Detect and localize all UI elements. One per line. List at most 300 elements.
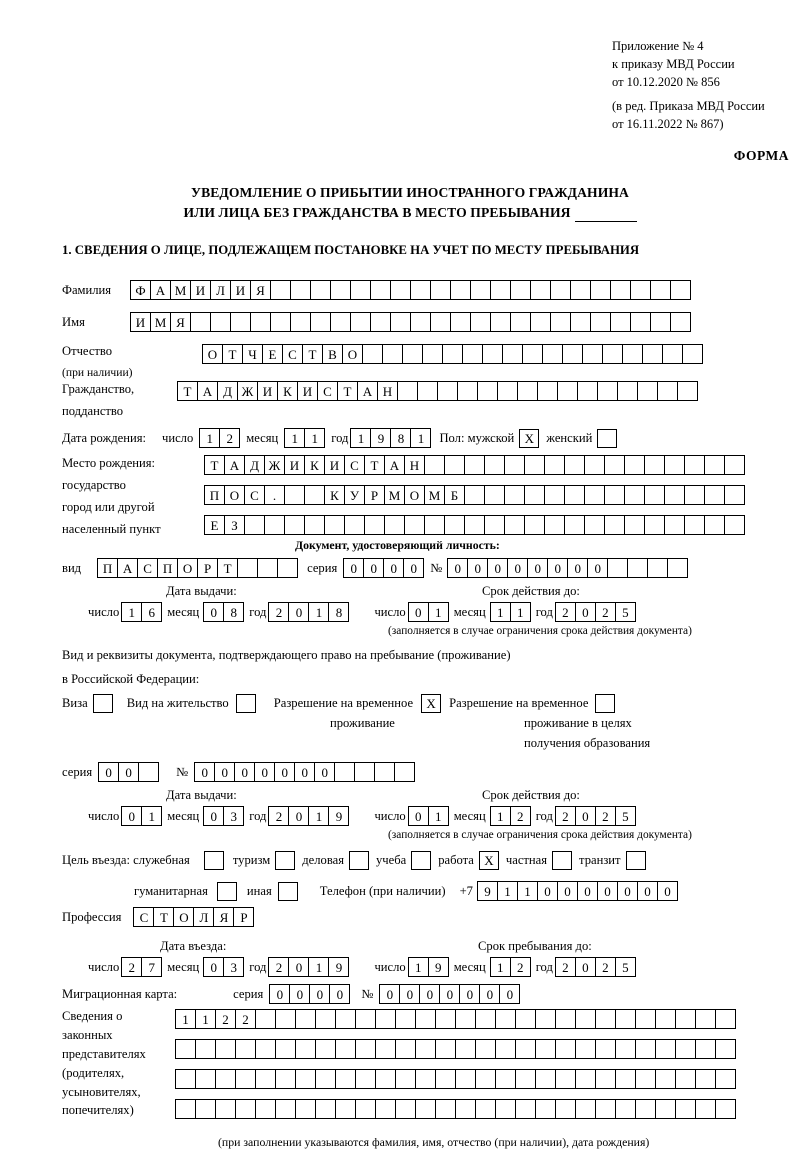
char-box[interactable]: М <box>170 280 191 300</box>
char-box[interactable] <box>215 1099 236 1119</box>
char-box[interactable]: 9 <box>428 957 449 977</box>
char-box[interactable]: . <box>264 485 285 505</box>
char-box[interactable]: 1 <box>350 428 371 448</box>
char-box[interactable] <box>495 1069 516 1089</box>
char-box[interactable]: 0 <box>314 762 335 782</box>
char-box[interactable]: 0 <box>567 558 588 578</box>
char-box[interactable] <box>637 381 658 401</box>
char-box[interactable]: 0 <box>269 984 290 1004</box>
char-box[interactable] <box>704 455 725 475</box>
char-box[interactable] <box>655 1099 676 1119</box>
char-box[interactable] <box>624 455 645 475</box>
char-box[interactable] <box>647 558 668 578</box>
char-box[interactable]: П <box>204 485 225 505</box>
char-box[interactable] <box>250 312 271 332</box>
char-box[interactable] <box>175 1099 196 1119</box>
char-box[interactable]: 1 <box>510 602 531 622</box>
char-box[interactable] <box>382 344 403 364</box>
char-box[interactable]: 0 <box>288 602 309 622</box>
char-box[interactable] <box>402 344 423 364</box>
char-box[interactable] <box>635 1069 656 1089</box>
char-box[interactable] <box>310 280 331 300</box>
char-box[interactable] <box>435 1099 456 1119</box>
sex-male-checkbox[interactable]: X <box>519 429 539 448</box>
char-box[interactable]: 0 <box>289 984 310 1004</box>
char-box[interactable] <box>390 280 411 300</box>
char-box[interactable]: 0 <box>234 762 255 782</box>
char-box[interactable]: 0 <box>467 558 488 578</box>
doc-valid-month-input[interactable] <box>490 602 530 622</box>
char-box[interactable]: С <box>137 558 158 578</box>
char-box[interactable] <box>482 344 503 364</box>
char-box[interactable]: 1 <box>408 957 429 977</box>
char-box[interactable] <box>522 344 543 364</box>
char-box[interactable] <box>175 1039 196 1059</box>
char-box[interactable] <box>704 485 725 505</box>
char-box[interactable]: 1 <box>308 806 329 826</box>
char-box[interactable] <box>235 1099 256 1119</box>
char-box[interactable]: Н <box>404 455 425 475</box>
char-box[interactable] <box>724 455 745 475</box>
char-box[interactable] <box>504 455 525 475</box>
char-box[interactable] <box>590 312 611 332</box>
char-box[interactable]: Д <box>244 455 265 475</box>
char-box[interactable] <box>650 312 671 332</box>
char-box[interactable]: Я <box>213 907 234 927</box>
char-box[interactable] <box>290 312 311 332</box>
char-box[interactable] <box>715 1039 736 1059</box>
char-box[interactable] <box>535 1069 556 1089</box>
char-box[interactable]: Я <box>250 280 271 300</box>
char-box[interactable] <box>584 485 605 505</box>
char-box[interactable] <box>495 1099 516 1119</box>
char-box[interactable]: 0 <box>214 762 235 782</box>
char-box[interactable] <box>524 485 545 505</box>
char-box[interactable] <box>374 762 395 782</box>
char-box[interactable]: Ф <box>130 280 151 300</box>
char-box[interactable]: 6 <box>141 602 162 622</box>
mcard-number-input[interactable] <box>379 984 519 1004</box>
char-box[interactable] <box>397 381 418 401</box>
char-box[interactable]: 0 <box>597 881 618 901</box>
entry-day-input[interactable] <box>121 957 161 977</box>
char-box[interactable]: 0 <box>487 558 508 578</box>
char-box[interactable] <box>410 280 431 300</box>
char-box[interactable] <box>597 381 618 401</box>
char-box[interactable]: Б <box>444 485 465 505</box>
char-box[interactable]: С <box>282 344 303 364</box>
char-box[interactable] <box>650 280 671 300</box>
char-box[interactable] <box>684 485 705 505</box>
stay-issue-day-input[interactable] <box>121 806 161 826</box>
birth-year-input[interactable] <box>350 428 430 448</box>
char-box[interactable] <box>295 1009 316 1029</box>
char-box[interactable]: 1 <box>304 428 325 448</box>
citizenship-input[interactable] <box>177 381 697 401</box>
char-box[interactable] <box>395 1099 416 1119</box>
char-box[interactable] <box>524 455 545 475</box>
char-box[interactable] <box>497 381 518 401</box>
char-box[interactable] <box>334 762 355 782</box>
char-box[interactable] <box>424 455 445 475</box>
char-box[interactable] <box>615 1099 636 1119</box>
stay-valid-day-input[interactable] <box>408 806 448 826</box>
char-box[interactable] <box>264 515 285 535</box>
birthplace-state-input[interactable] <box>204 455 744 475</box>
char-box[interactable] <box>595 1099 616 1119</box>
char-box[interactable]: 0 <box>194 762 215 782</box>
char-box[interactable] <box>350 312 371 332</box>
char-box[interactable]: 0 <box>575 957 596 977</box>
char-box[interactable] <box>484 455 505 475</box>
char-box[interactable] <box>415 1009 436 1029</box>
char-box[interactable] <box>290 280 311 300</box>
char-box[interactable] <box>644 485 665 505</box>
char-box[interactable] <box>664 515 685 535</box>
stay-valid-year-input[interactable] <box>555 806 635 826</box>
doc-issue-month-input[interactable] <box>203 602 243 622</box>
char-box[interactable] <box>655 1009 676 1029</box>
char-box[interactable] <box>417 381 438 401</box>
char-box[interactable] <box>355 1069 376 1089</box>
char-box[interactable]: И <box>230 280 251 300</box>
char-box[interactable] <box>475 1069 496 1089</box>
char-box[interactable] <box>315 1099 336 1119</box>
char-box[interactable] <box>544 455 565 475</box>
legal-reps-input-4[interactable] <box>175 1099 735 1119</box>
char-box[interactable] <box>415 1069 436 1089</box>
purpose-study-checkbox[interactable] <box>411 851 431 870</box>
char-box[interactable] <box>277 558 298 578</box>
char-box[interactable]: К <box>277 381 298 401</box>
char-box[interactable] <box>657 381 678 401</box>
char-box[interactable]: В <box>322 344 343 364</box>
char-box[interactable] <box>375 1069 396 1089</box>
char-box[interactable] <box>570 280 591 300</box>
char-box[interactable] <box>210 312 231 332</box>
char-box[interactable] <box>557 381 578 401</box>
char-box[interactable] <box>370 312 391 332</box>
char-box[interactable] <box>295 1039 316 1059</box>
char-box[interactable] <box>237 558 258 578</box>
char-box[interactable] <box>535 1009 556 1029</box>
birth-month-input[interactable] <box>284 428 324 448</box>
char-box[interactable]: 0 <box>507 558 528 578</box>
char-box[interactable]: 2 <box>510 806 531 826</box>
char-box[interactable] <box>515 1039 536 1059</box>
doc-valid-year-input[interactable] <box>555 602 635 622</box>
char-box[interactable]: 0 <box>459 984 480 1004</box>
char-box[interactable]: 2 <box>215 1009 236 1029</box>
char-box[interactable] <box>604 455 625 475</box>
char-box[interactable] <box>670 312 691 332</box>
char-box[interactable] <box>535 1039 556 1059</box>
char-box[interactable]: 0 <box>587 558 608 578</box>
purpose-business-checkbox[interactable] <box>349 851 369 870</box>
char-box[interactable]: 8 <box>390 428 411 448</box>
char-box[interactable] <box>335 1099 356 1119</box>
char-box[interactable]: 0 <box>254 762 275 782</box>
char-box[interactable] <box>524 515 545 535</box>
char-box[interactable]: Р <box>197 558 218 578</box>
char-box[interactable] <box>590 280 611 300</box>
char-box[interactable]: Т <box>302 344 323 364</box>
char-box[interactable]: 8 <box>328 602 349 622</box>
char-box[interactable] <box>604 515 625 535</box>
char-box[interactable] <box>335 1009 356 1029</box>
char-box[interactable] <box>215 1039 236 1059</box>
char-box[interactable] <box>295 1099 316 1119</box>
char-box[interactable]: А <box>357 381 378 401</box>
char-box[interactable]: С <box>317 381 338 401</box>
char-box[interactable] <box>270 280 291 300</box>
char-box[interactable]: 2 <box>268 602 289 622</box>
char-box[interactable] <box>284 515 305 535</box>
char-box[interactable] <box>715 1069 736 1089</box>
stay-valid-month-input[interactable] <box>490 806 530 826</box>
char-box[interactable] <box>470 312 491 332</box>
temp-residence-checkbox[interactable]: X <box>421 694 441 713</box>
char-box[interactable] <box>362 344 383 364</box>
char-box[interactable]: 0 <box>383 558 404 578</box>
char-box[interactable]: 9 <box>328 806 349 826</box>
char-box[interactable] <box>464 485 485 505</box>
char-box[interactable] <box>304 515 325 535</box>
birthplace-city-input-1[interactable] <box>204 485 744 505</box>
residence-checkbox[interactable] <box>236 694 256 713</box>
char-box[interactable]: Р <box>364 485 385 505</box>
char-box[interactable] <box>235 1069 256 1089</box>
char-box[interactable] <box>335 1039 356 1059</box>
char-box[interactable]: 2 <box>555 957 576 977</box>
char-box[interactable] <box>324 515 345 535</box>
char-box[interactable] <box>502 344 523 364</box>
char-box[interactable]: 0 <box>379 984 400 1004</box>
char-box[interactable]: 2 <box>595 957 616 977</box>
char-box[interactable] <box>444 455 465 475</box>
doc-kind-input[interactable] <box>97 558 297 578</box>
char-box[interactable]: 2 <box>510 957 531 977</box>
char-box[interactable]: 0 <box>657 881 678 901</box>
char-box[interactable] <box>675 1099 696 1119</box>
char-box[interactable]: 0 <box>637 881 658 901</box>
char-box[interactable]: 1 <box>517 881 538 901</box>
stay-until-day-input[interactable] <box>408 957 448 977</box>
entry-month-input[interactable] <box>203 957 243 977</box>
char-box[interactable] <box>575 1069 596 1089</box>
char-box[interactable] <box>444 515 465 535</box>
char-box[interactable]: 5 <box>615 957 636 977</box>
mcard-series-input[interactable] <box>269 984 349 1004</box>
char-box[interactable]: 9 <box>328 957 349 977</box>
char-box[interactable] <box>515 1069 536 1089</box>
char-box[interactable]: П <box>157 558 178 578</box>
char-box[interactable] <box>190 312 211 332</box>
char-box[interactable]: Ж <box>264 455 285 475</box>
char-box[interactable]: К <box>304 455 325 475</box>
char-box[interactable] <box>564 515 585 535</box>
char-box[interactable]: 0 <box>288 806 309 826</box>
char-box[interactable] <box>562 344 583 364</box>
char-box[interactable] <box>662 344 683 364</box>
char-box[interactable] <box>684 515 705 535</box>
char-box[interactable] <box>370 280 391 300</box>
char-box[interactable] <box>602 344 623 364</box>
char-box[interactable] <box>655 1069 676 1089</box>
char-box[interactable] <box>664 455 685 475</box>
char-box[interactable] <box>455 1099 476 1119</box>
char-box[interactable]: 0 <box>403 558 424 578</box>
char-box[interactable]: И <box>324 455 345 475</box>
char-box[interactable]: 1 <box>490 806 511 826</box>
char-box[interactable] <box>495 1039 516 1059</box>
char-box[interactable]: 1 <box>308 957 329 977</box>
stay-until-month-input[interactable] <box>490 957 530 977</box>
birth-day-input[interactable] <box>199 428 239 448</box>
char-box[interactable]: 0 <box>408 602 429 622</box>
char-box[interactable] <box>644 455 665 475</box>
char-box[interactable] <box>275 1099 296 1119</box>
char-box[interactable]: Т <box>364 455 385 475</box>
char-box[interactable] <box>622 344 643 364</box>
char-box[interactable] <box>695 1099 716 1119</box>
char-box[interactable] <box>437 381 458 401</box>
char-box[interactable]: О <box>404 485 425 505</box>
char-box[interactable] <box>435 1039 456 1059</box>
char-box[interactable]: Т <box>153 907 174 927</box>
purpose-work-checkbox[interactable]: X <box>479 851 499 870</box>
entry-year-input[interactable] <box>268 957 348 977</box>
char-box[interactable]: О <box>202 344 223 364</box>
char-box[interactable]: Л <box>210 280 231 300</box>
char-box[interactable]: 2 <box>595 602 616 622</box>
char-box[interactable] <box>617 381 638 401</box>
char-box[interactable] <box>195 1099 216 1119</box>
char-box[interactable] <box>542 344 563 364</box>
char-box[interactable] <box>415 1099 436 1119</box>
char-box[interactable]: О <box>342 344 363 364</box>
char-box[interactable] <box>304 485 325 505</box>
char-box[interactable]: 1 <box>490 957 511 977</box>
char-box[interactable]: 0 <box>363 558 384 578</box>
doc-issue-day-input[interactable] <box>121 602 161 622</box>
char-box[interactable] <box>715 1099 736 1119</box>
visa-checkbox[interactable] <box>93 694 113 713</box>
char-box[interactable]: Е <box>204 515 225 535</box>
char-box[interactable] <box>390 312 411 332</box>
char-box[interactable] <box>610 280 631 300</box>
char-box[interactable] <box>575 1039 596 1059</box>
char-box[interactable] <box>577 381 598 401</box>
char-box[interactable]: 1 <box>410 428 431 448</box>
char-box[interactable]: О <box>224 485 245 505</box>
char-box[interactable]: С <box>133 907 154 927</box>
char-box[interactable] <box>455 1039 476 1059</box>
char-box[interactable] <box>475 1039 496 1059</box>
char-box[interactable]: 2 <box>235 1009 256 1029</box>
char-box[interactable] <box>715 1009 736 1029</box>
char-box[interactable]: Л <box>193 907 214 927</box>
char-box[interactable] <box>475 1009 496 1029</box>
char-box[interactable]: А <box>224 455 245 475</box>
char-box[interactable]: Н <box>377 381 398 401</box>
char-box[interactable]: А <box>384 455 405 475</box>
char-box[interactable] <box>410 312 431 332</box>
char-box[interactable] <box>175 1069 196 1089</box>
purpose-transit-checkbox[interactable] <box>626 851 646 870</box>
char-box[interactable] <box>517 381 538 401</box>
char-box[interactable]: 1 <box>195 1009 216 1029</box>
char-box[interactable]: А <box>150 280 171 300</box>
sex-female-checkbox[interactable] <box>597 429 617 448</box>
char-box[interactable] <box>455 1069 476 1089</box>
char-box[interactable] <box>450 280 471 300</box>
char-box[interactable]: Т <box>217 558 238 578</box>
char-box[interactable]: О <box>177 558 198 578</box>
char-box[interactable] <box>570 312 591 332</box>
char-box[interactable]: 0 <box>499 984 520 1004</box>
char-box[interactable]: 0 <box>118 762 139 782</box>
char-box[interactable]: С <box>344 455 365 475</box>
name-input[interactable] <box>130 312 690 332</box>
char-box[interactable] <box>355 1009 376 1029</box>
char-box[interactable] <box>244 515 265 535</box>
doc-number-input[interactable] <box>447 558 687 578</box>
char-box[interactable] <box>462 344 483 364</box>
char-box[interactable]: Д <box>217 381 238 401</box>
char-box[interactable]: 0 <box>617 881 638 901</box>
char-box[interactable]: Т <box>204 455 225 475</box>
char-box[interactable] <box>530 312 551 332</box>
purpose-tourism-checkbox[interactable] <box>275 851 295 870</box>
char-box[interactable] <box>595 1009 616 1029</box>
char-box[interactable]: Я <box>170 312 191 332</box>
char-box[interactable] <box>510 312 531 332</box>
char-box[interactable] <box>624 515 645 535</box>
char-box[interactable] <box>395 1039 416 1059</box>
char-box[interactable]: 5 <box>615 806 636 826</box>
char-box[interactable] <box>424 515 445 535</box>
char-box[interactable] <box>564 485 585 505</box>
char-box[interactable] <box>395 1009 416 1029</box>
stay-issue-year-input[interactable] <box>268 806 348 826</box>
char-box[interactable]: 0 <box>274 762 295 782</box>
char-box[interactable]: 1 <box>428 602 449 622</box>
char-box[interactable] <box>354 762 375 782</box>
stay-issue-month-input[interactable] <box>203 806 243 826</box>
char-box[interactable] <box>255 1039 276 1059</box>
char-box[interactable] <box>295 1069 316 1089</box>
char-box[interactable] <box>555 1069 576 1089</box>
char-box[interactable]: Е <box>262 344 283 364</box>
legal-reps-input-3[interactable] <box>175 1069 735 1089</box>
patronymic-input[interactable] <box>202 344 702 364</box>
char-box[interactable]: А <box>117 558 138 578</box>
char-box[interactable] <box>682 344 703 364</box>
char-box[interactable]: 2 <box>555 806 576 826</box>
char-box[interactable]: 0 <box>343 558 364 578</box>
char-box[interactable]: 2 <box>219 428 240 448</box>
char-box[interactable]: 1 <box>199 428 220 448</box>
char-box[interactable] <box>675 1069 696 1089</box>
char-box[interactable] <box>695 1039 716 1059</box>
char-box[interactable] <box>575 1009 596 1029</box>
char-box[interactable]: 0 <box>537 881 558 901</box>
char-box[interactable]: 8 <box>223 602 244 622</box>
stay-series-input[interactable] <box>98 762 158 782</box>
char-box[interactable] <box>667 558 688 578</box>
char-box[interactable]: 9 <box>370 428 391 448</box>
